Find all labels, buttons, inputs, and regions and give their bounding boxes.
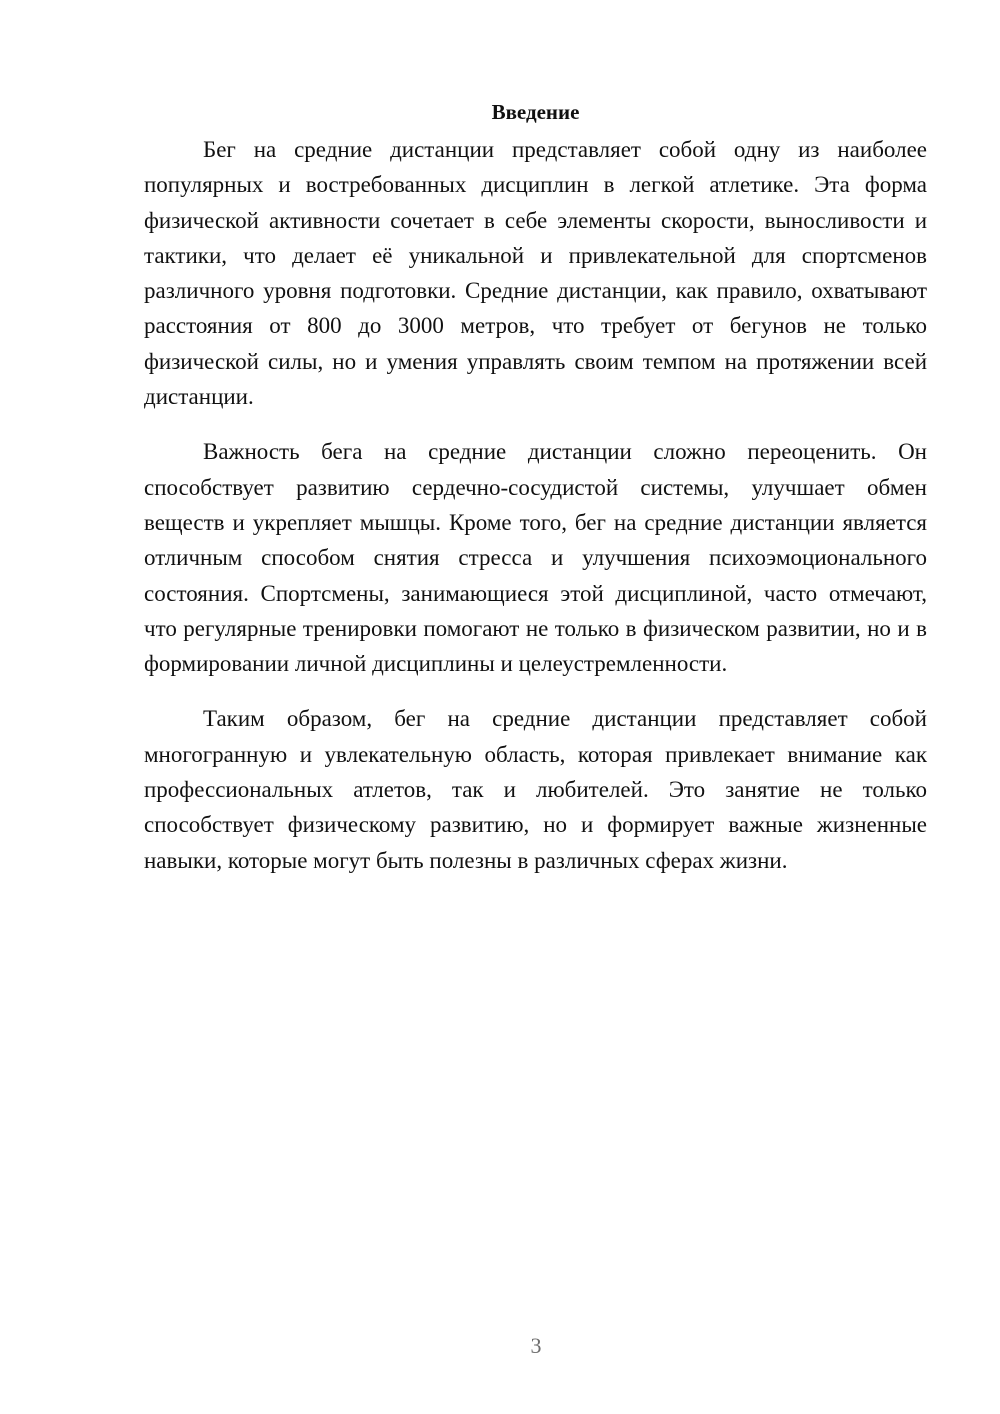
page-number: 3 — [530, 1333, 542, 1358]
page-content — [144, 97, 927, 878]
section-title: Введение — [491, 100, 580, 124]
paragraph-2: Важность бега на средние дистанции сложно переоценить. Он способствует развитию сердечно-сосудистой системы, улучшает обмен веществ и укрепляет мышцы. Кроме того, бег на средние дистанции является отличным способом снятия стресса и улучшения психоэмоционального состояния. Спортсмены, занимающиеся этой дисциплиной, часто отмечают, что регулярные тренировки помогают не только в физическом развитии, но и в формировании личной дисциплины и целеустремленности. — [144, 439, 927, 677]
paragraph-1: Бег на средние дистанции представляет собой одну из наиболее популярных и востребованных дисциплин в легкой атлетике. Эта форма физической активности сочетает в себе элементы скорости, выносливости и тактики, что делает её уникальной и привлекательной для спортсменов различного уровня подготовки. Средние дистанции, как правило, охватывают расстояния от 800 до 3000 метров, что требует от бегунов не только физической силы, но и умения управлять своим темпом на протяжении всей дистанции. — [144, 137, 927, 410]
paragraph-3: Таким образом, бег на средние дистанции представляет собой многогранную и увлекательную область, которая привлекает внимание как профессиональных атлетов, так и любителей. Это занятие не только способствует физическому развитию, но и формирует важные жизненные навыки, которые могут быть полезны в различных сферах жизни. — [144, 706, 927, 873]
